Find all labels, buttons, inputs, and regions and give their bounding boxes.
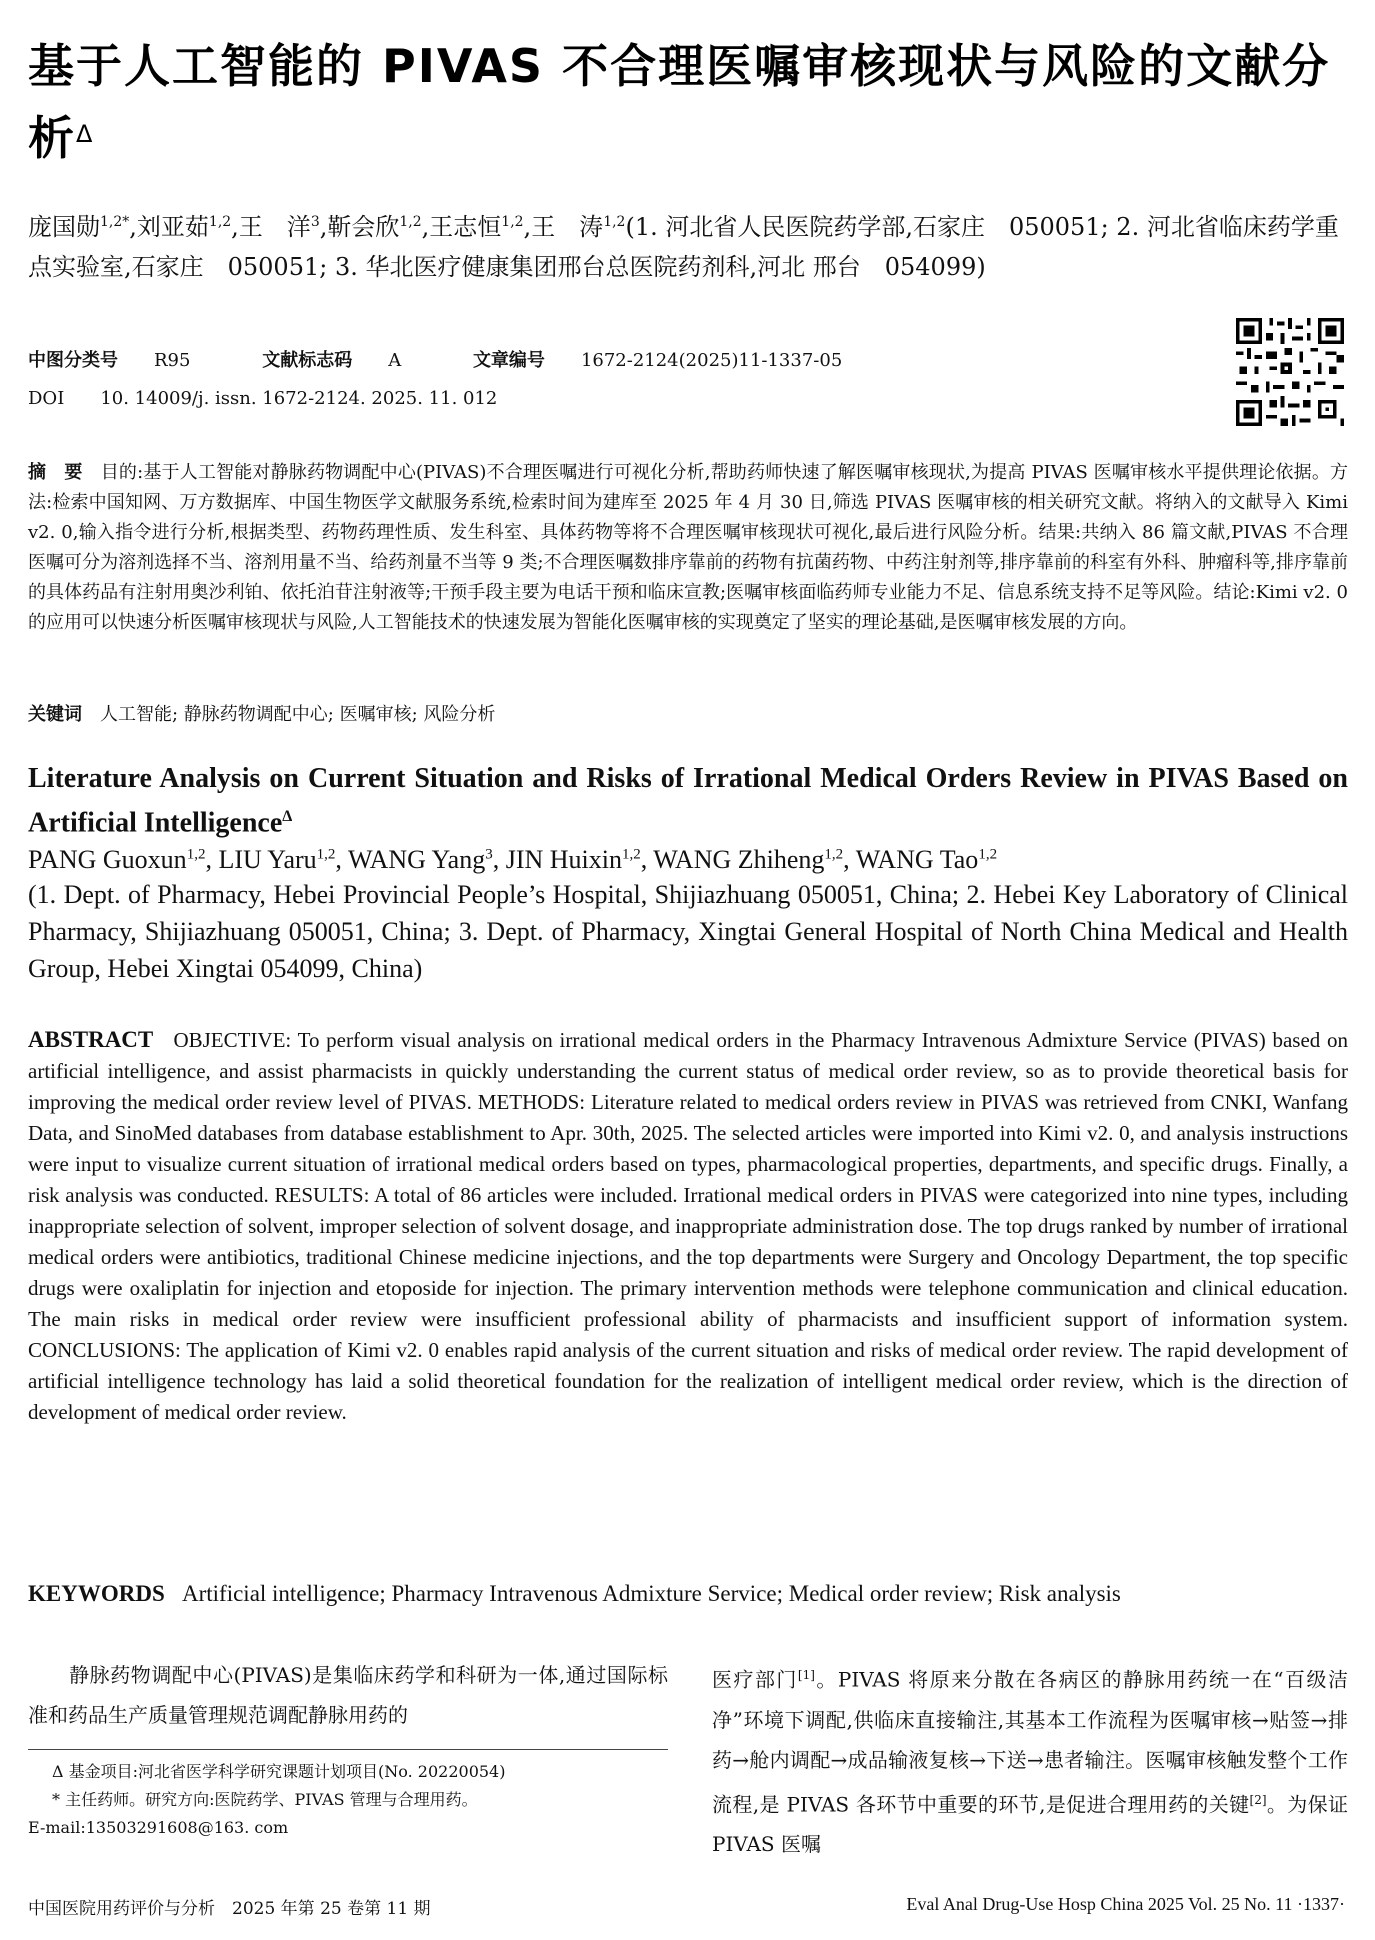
- article-number-label: 文章编号: [472, 350, 545, 371]
- abstract-cn: [28, 458, 1348, 638]
- author: 王 涛$^{1,2}$: [531, 213, 626, 241]
- author-en: WANG Yang$^3$: [347, 844, 493, 874]
- keywords-cn-label: 关键词: [28, 704, 82, 725]
- keywords-en-label: KEYWORDS: [28, 1581, 165, 1606]
- abstract-cn-label: 摘 要: [28, 462, 83, 483]
- author-en: WANG Tao$^{1,2}$: [855, 844, 998, 874]
- funding-mark: Δ: [76, 120, 95, 148]
- footnote-author: * 主任药师。研究方向:医院药学、PIVAS 管理与合理用药。: [52, 1790, 478, 1809]
- english-title-text: Literature Analysis on Current Situation and Risks of Irrational Medical Orders Review in PIVAS Based on Artificial Intelligence: [28, 763, 1348, 839]
- journal-footer: 中国医院用药评价与分析 2025 年第 25 卷第 11 期: [28, 1899, 431, 1919]
- doi-value[interactable]: 10. 14009/j. issn. 1672-2124. 2025. 11. 012: [100, 388, 498, 409]
- article-title-text: 基于人工智能的 PIVAS 不合理医嘱审核现状与风险的文献分析: [28, 39, 1331, 165]
- affiliations-en: (1. Dept. of Pharmacy, Hebei Provincial People’s Hospital, Shijiazhuang 050051, China; 2. Hebei Key Laboratory of Clinical Pharmacy, Shijiazhuang 050051, China; 3. Dept. of Pharmacy, Xingtai General Hospital of North China Medical and Health Group, Hebei Xingtai 054099, China): [28, 880, 1348, 983]
- citation-link[interactable]: [1]: [797, 1668, 815, 1682]
- author-en: LIU Yaru$^{1,2}$: [218, 844, 336, 874]
- qr-code: [1236, 318, 1344, 426]
- footnote-divider: [28, 1749, 668, 1750]
- body-paragraph: 静脉药物调配中心(PIVAS)是集临床药学和科研为一体,通过国际标准和药品生产质量管理规范调配静脉用药的: [28, 1663, 668, 1727]
- body-column-right: 医疗部门[1]。PIVAS 将原来分散在各病区的静脉用药统一在“百级洁净”环境下调配,供临床直接输注,其基本工作流程为医嘱审核→贴签→排药→舱内调配→成品输液复核→下送→患者输注。医嘱审核触发整个工作流程,是 PIVAS 各环节中重要的环节,是促进合理用药的关键[2]。为保证 PIVAS 医嘱: [712, 1667, 1349, 1857]
- author-en: WANG Zhiheng$^{1,2}$: [653, 844, 844, 874]
- keywords-en: [28, 1578, 1348, 1610]
- affiliations-cn: (1. 河北省人民医院药学部,石家庄 050051; 2. 河北省临床药学重点实验室,石家庄 050051; 3. 华北医疗健康集团邢台总医院药剂科,河北 邢台 054099): [28, 213, 1339, 281]
- keywords-cn: [28, 700, 1348, 730]
- article-title: [28, 30, 1358, 174]
- author: 靳会欣$^{1,2}$: [327, 213, 422, 241]
- abstract-cn-text: 目的:基于人工智能对静脉药物调配中心(PIVAS)不合理医嘱进行可视化分析,帮助药师快速了解医嘱审核现状,为提高 PIVAS 医嘱审核水平提供理论依据。方法:检索中国知网、万方数据库、中国生物医学文献服务系统,检索时间为建库至 2025 年 4 月 30 日,筛选 PIVAS 医嘱审核的相关研究文献。将纳入的文献导入 Kimi v2. 0,输入指令进行分析,根据类型、药物药理性质、发生科室、具体药物等将不合理医嘱审核现状可视化,最后进行风险分析。结果:共纳入 86 篇文献,PIVAS 不合理医嘱可分为溶剂选择不当、溶剂用量不当、给药剂量不当等 9 类;不合理医嘱数排序靠前的药物有抗菌药物、中药注射剂等,排序靠前的科室有外科、肿瘤科等,排序靠前的具体药品有注射用奥沙利铂、依托泊苷注射液等;干预手段主要为电话干预和临床宣教;医嘱审核面临药师专业能力不足、信息系统支持不足等风险。结论:Kimi v2. 0 的应用可以快速分析医嘱审核现状与风险,人工智能技术的快速发展为智能化医嘱审核的实现奠定了坚实的理论基础,是医嘱审核发展的方向。: [28, 462, 1349, 633]
- author-en: PANG Guoxun$^{1,2}$: [28, 844, 206, 874]
- keywords-cn-text: 人工智能; 静脉药物调配中心; 医嘱审核; 风险分析: [100, 704, 496, 725]
- authors-cn: 庞国勋$^{1,2*}$,刘亚茹$^{1,2}$,王 洋$^3$,靳会欣$^{1,2}$,王志恒$^{1,2}$,王 涛$^{1,2}$(1. 河北省人民医院药学部,石家庄 050051; 2. 河北省临床药学重点实验室,石家庄 050051; 3. 华北医疗健康集团邢台总医院药剂科,河北 邢台 054099): [28, 213, 1339, 281]
- body-column-left: [28, 1655, 668, 1735]
- footnote-email: E-mail:13503291608@163. com: [28, 1818, 289, 1837]
- doc-code-value: A: [388, 350, 402, 371]
- english-funding-mark: Δ: [282, 808, 293, 825]
- article-number-value: 1672-2124(2025)11-1337-05: [580, 350, 843, 371]
- footnotes: [28, 1758, 688, 1842]
- author: 刘亚茹$^{1,2}$: [136, 213, 232, 241]
- author: 庞国勋$^{1,2*}$: [28, 213, 130, 241]
- article-meta: [28, 342, 1228, 418]
- clc-label: 中图分类号: [28, 350, 118, 371]
- doi-label: DOI: [28, 388, 65, 409]
- english-title: [28, 760, 1348, 842]
- author: 王 洋$^3$: [238, 213, 320, 241]
- journal-footer-en: Eval Anal Drug-Use Hosp China 2025 Vol. 25 No. 11 ·1337·: [906, 1894, 1345, 1914]
- footnote-fund: Δ 基金项目:河北省医学科学研究课题计划项目(No. 20220054): [52, 1762, 506, 1781]
- authors-en: PANG Guoxun$^{1,2}$, LIU Yaru$^{1,2}$, WANG Yang$^3$, JIN Huixin$^{1,2}$, WANG Zhiheng$^{1,2}$, WANG Tao$^{1,2}$: [28, 844, 998, 874]
- keywords-en-text: Artificial intelligence; Pharmacy Intravenous Admixture Service; Medical order review; Risk analysis: [182, 1581, 1121, 1606]
- abstract-en: [28, 1024, 1348, 1428]
- author: 王志恒$^{1,2}$: [429, 213, 524, 241]
- citation-link[interactable]: [2]: [1249, 1792, 1267, 1807]
- abstract-en-text: OBJECTIVE: To perform visual analysis on irrational medical orders in the Pharmacy Intravenous Admixture Service (PIVAS) based on artificial intelligence, and assist pharmacists in quickly understanding the current status of medical order review, so as to provide theoretical basis for improving the medical order review level of PIVAS. METHODS: Literature related to medical orders review in PIVAS was retrieved from CNKI, Wanfang Data, and SinoMed databases from database establishment to Apr. 30th, 2025. The selected articles were imported into Kimi v2. 0, and analysis instructions were input to visualize current situation of irrational medical orders based on types, pharmacological properties, departments, and specific drugs. Finally, a risk analysis was conducted. RESULTS: A total of 86 articles were included. Irrational medical orders in PIVAS were categorized into nine types, including inappropriate selection of solvent, improper selection of solvent dosage, and inappropriate administration dose. The top drugs ranked by number of irrational medical orders were antibiotics, traditional Chinese medicine injections, and the top departments were Surgery and Oncology Department, the top specific drugs were oxaliplatin for injection and etoposide for injection. The primary intervention methods were telephone communication and clinical education. The main risks in medical order review were insufficient professional ability of pharmacists and insufficient support of information system. CONCLUSIONS: The application of Kimi v2. 0 enables rapid analysis of the current situation and risks of medical order review. The rapid development of artificial intelligence technology has laid a solid theoretical foundation for the realization of intelligent medical order review, which is the direction of development of medical order review.: [28, 1028, 1349, 1424]
- author-en: JIN Huixin$^{1,2}$: [505, 844, 641, 874]
- clc-value: R95: [154, 350, 191, 371]
- abstract-en-label: ABSTRACT: [28, 1027, 154, 1052]
- doc-code-label: 文献标志码: [262, 350, 353, 371]
